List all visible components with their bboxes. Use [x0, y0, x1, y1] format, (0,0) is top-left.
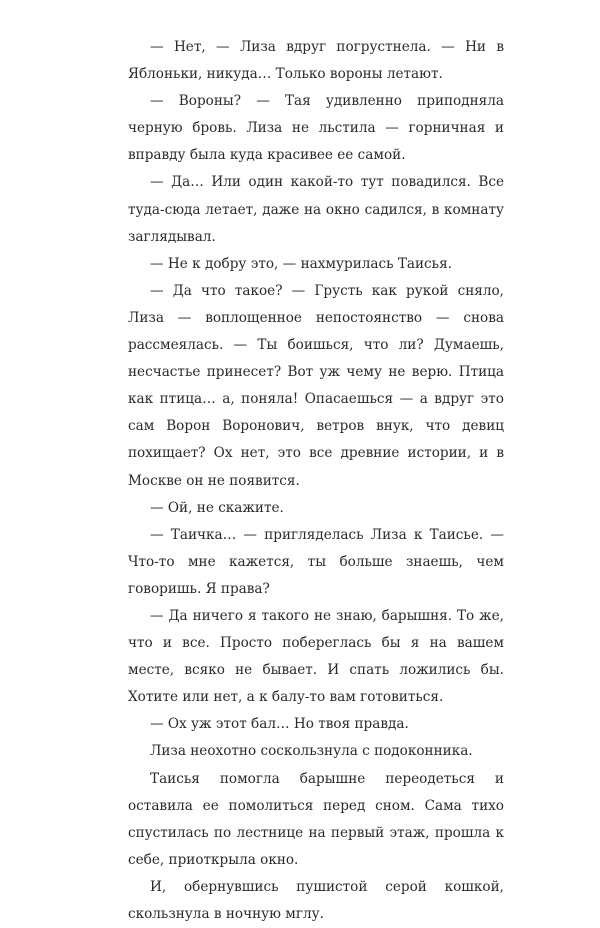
paragraph: И, обернувшись пушистой серой кошкой, скользнула в ночную мглу.	[128, 878, 504, 922]
paragraph: — Вороны? — Тая удивленно приподняла черную бровь. Лиза не льстила — горничная и вправду была куда красивее ее самой.	[128, 93, 504, 164]
paragraph: — Таичка… — пригляделась Лиза к Таисье. — Что-то мне кажется, ты больше знаешь, чем говоришь. Я права?	[128, 526, 504, 597]
paragraph: — Нет, — Лиза вдруг погрустнела. — Ни в Яблоньки, никуда… Только вороны летают.	[128, 39, 504, 83]
paragraph: — Ох уж этот бал… Но твоя правда.	[150, 716, 409, 733]
paragraph: — Да ничего я такого не знаю, барышня. То же, что и все. Просто побереглась бы я на вашем месте, всяко не бывает. И спать ложились бы. Хотите или нет, а к балу-то вам готовиться.	[128, 607, 504, 706]
paragraph: — Не к добру это, — нахмурилась Таисья.	[150, 255, 452, 272]
paragraph: — Ой, не скажите.	[150, 499, 284, 516]
paragraph: — Да что такое? — Грусть как рукой сняло, Лиза — воплощенное непостоянство — снова рассмеялась. — Ты боишься, что ли? Думаешь, несчастье принесет? Вот уж чему не верю. Птица как птица… а, поняла! Опасаешься — а вдруг это сам Ворон Воронович, ветров внук, что девиц похищает? Ох нет, это все древние истории, и в Москве он не появится.	[128, 282, 504, 489]
paragraph: — Да… Или один какой-то тут повадился. Все туда-сюда летает, даже на окно садился, в комнату заглядывал.	[128, 174, 504, 245]
paragraph: Таисья помогла барышне переодеться и оставила ее помолиться перед сном. Сама тихо спустилась по лестнице на первый этаж, прошла к себе, приоткрыла окно.	[128, 770, 504, 868]
paragraph: Лиза неохотно соскользнула с подоконника.	[150, 743, 473, 760]
page-text	[128, 34, 504, 928]
